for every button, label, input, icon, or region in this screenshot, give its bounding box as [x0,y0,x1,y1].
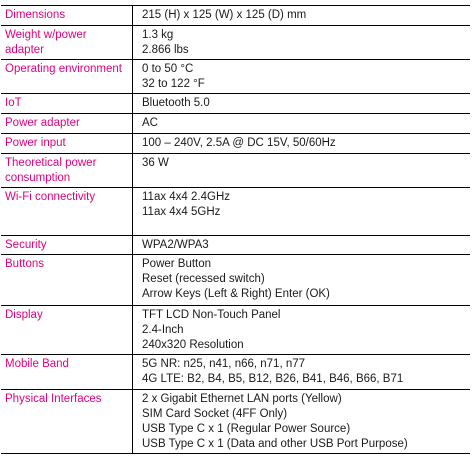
value-line: 2.4-Inch [142,324,184,336]
row-label: Dimensions [1,6,133,25]
row-value [133,26,470,59]
row-value [133,114,470,133]
spec-table [1,5,470,454]
row-label: Power input [1,134,133,153]
value-line: 32 to 122 °F [142,78,205,90]
value-line: Power Button [142,258,212,270]
value-line: 11ax 4x4 5GHz [142,206,221,218]
row-value [133,6,470,25]
value-line: 1.3 kg [142,29,174,41]
row-value [133,188,470,235]
row-value [133,154,470,187]
row-label: Theoretical power consumption [1,154,133,187]
row-label: Display [1,306,133,354]
value-line: 36 W [142,157,169,169]
value-line: SIM Card Socket (4FF Only) [142,408,288,420]
value-line: 215 (H) x 125 (W) x 125 (D) mm [142,9,307,21]
row-label: Buttons [1,255,133,305]
value-line: 100 – 240V, 2.5A @ DC 15V, 50/60Hz [142,137,336,149]
row-value [133,134,470,153]
value-line: Bluetooth 5.0 [142,97,210,109]
value-line: 240x320 Resolution [142,339,244,351]
row-value [133,390,470,453]
row-label: Physical Interfaces [1,390,133,453]
value-line: USB Type C x 1 (Regular Power Source) [142,423,351,435]
table-row [1,255,470,306]
row-label: IoT [1,94,133,113]
table-row [1,60,470,94]
table-row [1,306,470,355]
table-row [1,26,470,60]
row-label: Wi-Fi connectivity [1,188,133,235]
row-label: Power adapter [1,114,133,133]
value-line: 5G NR: n25, n41, n66, n71, n77 [142,358,306,370]
row-label: Security [1,236,133,254]
value-line: Arrow Keys (Left & Right) Enter (OK) [142,288,330,300]
table-row [1,236,470,255]
row-value [133,236,470,254]
row-value [133,94,470,113]
value-line: 2.866 lbs [142,44,189,56]
value-line: Reset (recessed switch) [142,273,265,285]
row-label: Mobile Band [1,355,133,389]
table-row [1,355,470,390]
table-row [1,94,470,114]
table-row [1,154,470,188]
row-value [133,60,470,93]
value-line: TFT LCD Non-Touch Panel [142,309,281,321]
table-row [1,390,470,454]
table-row [1,114,470,134]
value-line: USB Type C x 1 (Data and other USB Port Purpose) [142,438,408,450]
row-value [133,255,470,305]
value-line: 11ax 4x4 2.4GHz [142,191,231,203]
value-line: WPA2/WPA3 [142,239,209,251]
table-row [1,134,470,154]
value-line: AC [142,117,158,129]
value-line: 4G LTE: B2, B4, B5, B12, B26, B41, B46, B66, B71 [142,373,404,385]
table-row [1,188,470,236]
table-row [1,6,470,26]
row-label: Weight w/power adapter [1,26,133,59]
value-line: 2 x Gigabit Ethernet LAN ports (Yellow) [142,393,342,405]
row-label: Operating environment [1,60,133,93]
row-value [133,355,470,389]
value-line: 0 to 50 °C [142,63,194,75]
row-value [133,306,470,354]
